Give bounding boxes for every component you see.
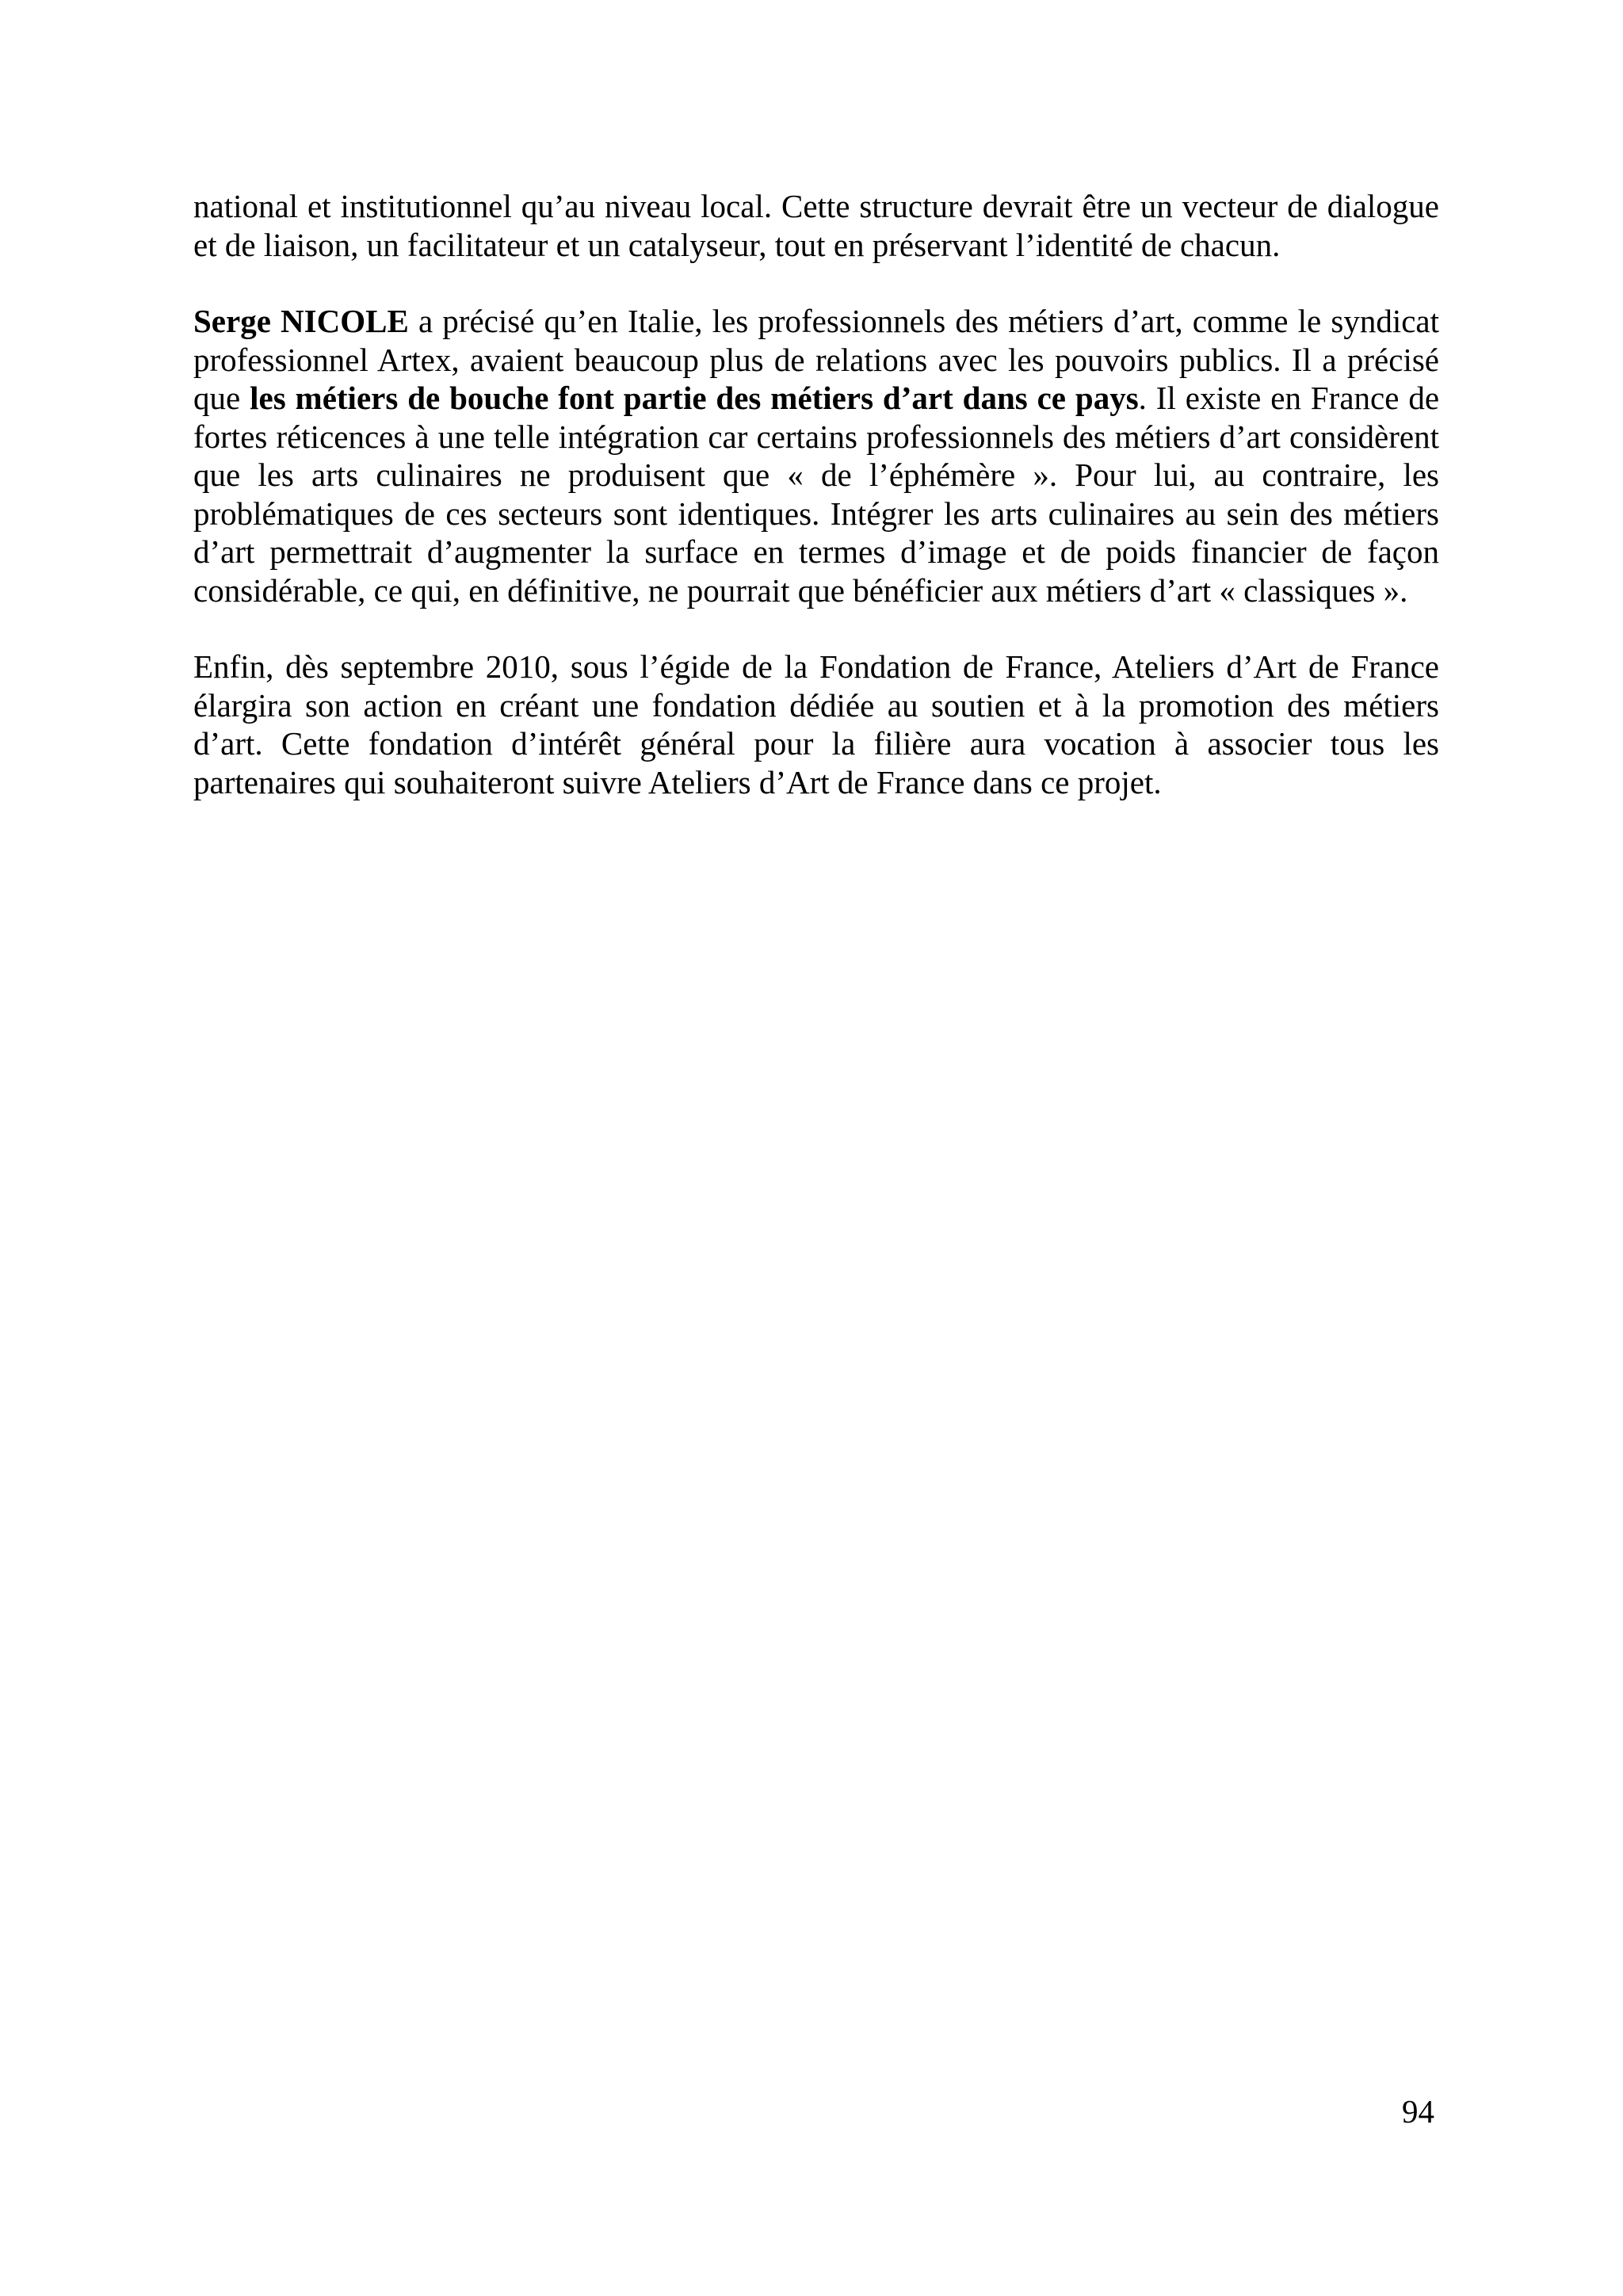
paragraph-text: a précisé qu’en Italie, les professionnels des métiers d’art, comme le syndicat professionnel Artex, avaient beaucoup plus de relations avec les pouvoirs publics. Il a précisé que bbox=[193, 303, 1440, 416]
page-number: 94 bbox=[1402, 2093, 1434, 2130]
paragraph-2 bbox=[193, 302, 1439, 609]
paragraph-text: Enfin, dès septembre 2010, sous l’égide de la Fondation de France, Ateliers d’Art de France élargira son action en créant une fondation dédiée au soutien et à la promotion des métiers d’art. Cette fondation d’intérêt général pour la filière aura vocation à associer tous les partenaires qui souhaiteront suivre Ateliers d’Art de France dans ce projet. bbox=[193, 648, 1439, 800]
speaker-name: Serge NICOLE bbox=[193, 303, 409, 339]
paragraph-3 bbox=[193, 648, 1439, 801]
paragraph-text: national et institutionnel qu’au niveau local. Cette structure devrait être un vecteur de dialogue et de liaison, un facilitateur et un catalyseur, tout en préservant l’identité de chacun. bbox=[193, 188, 1439, 263]
body-text bbox=[193, 187, 1439, 801]
paragraph-1 bbox=[193, 187, 1439, 264]
bold-emphasis: les métiers de bouche font partie des métiers d’art dans ce pays bbox=[250, 380, 1139, 416]
paragraph-text: . Il existe en France de fortes réticences à une telle intégration car certains professionnels des métiers d’art considèrent que les arts culinaires ne produisent que « de l’éphémère ». Pour lui, au contraire, les problématiques de ces secteurs sont identiques. Intégrer les arts culinaires au sein des métiers d’art permettrait d’augmenter la surface en termes d’image et de poids financier de façon considérable, ce qui, en définitive, ne pourrait que bénéficier aux métiers d’art « classiques ». bbox=[193, 380, 1440, 609]
